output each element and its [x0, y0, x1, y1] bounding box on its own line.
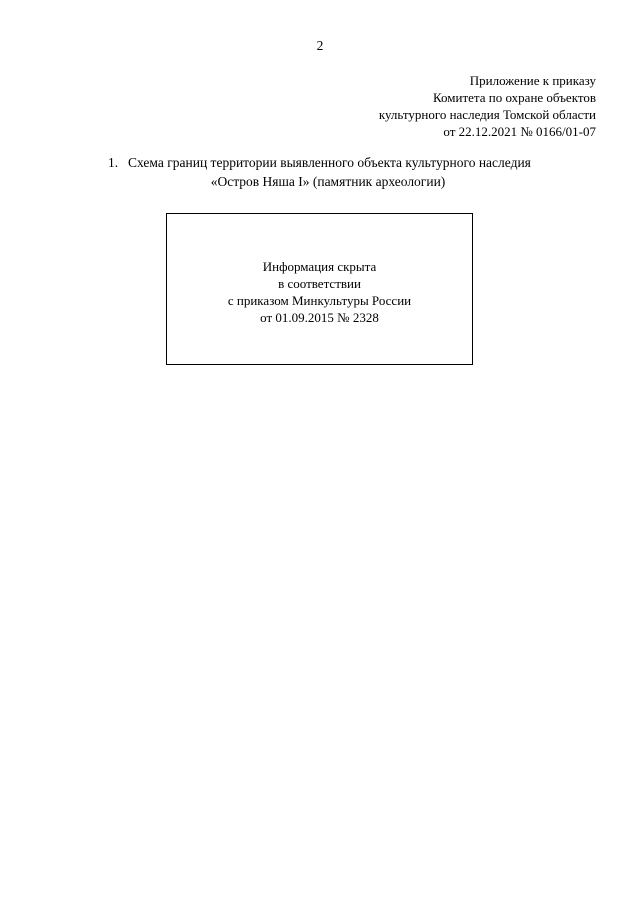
heading-text: Схема границ территории выявленного объекта культурного наследия — [128, 155, 531, 170]
appendix-reference — [379, 72, 596, 140]
appendix-line: Комитета по охране объектов — [433, 90, 596, 105]
hidden-info-line: от 01.09.2015 № 2328 — [260, 310, 379, 325]
page-number: 2 — [316, 38, 324, 53]
section-heading — [108, 153, 568, 191]
hidden-information-box — [166, 213, 473, 365]
appendix-line: культурного наследия Томской области — [378, 107, 596, 122]
hidden-info-line: Информация скрыта — [262, 259, 377, 274]
appendix-line: от 22.12.2021 № 0166/01-07 — [443, 124, 596, 139]
heading-number: 1. — [108, 155, 119, 170]
heading-line-2: «Остров Няша I» (памятник археологии) — [210, 174, 446, 189]
heading-line-1 — [108, 153, 568, 172]
hidden-info-line: в соответствии — [278, 276, 361, 291]
appendix-line: Приложение к приказу — [469, 73, 596, 88]
hidden-info-line: с приказом Минкультуры России — [227, 293, 412, 308]
hidden-information-text — [167, 258, 472, 326]
